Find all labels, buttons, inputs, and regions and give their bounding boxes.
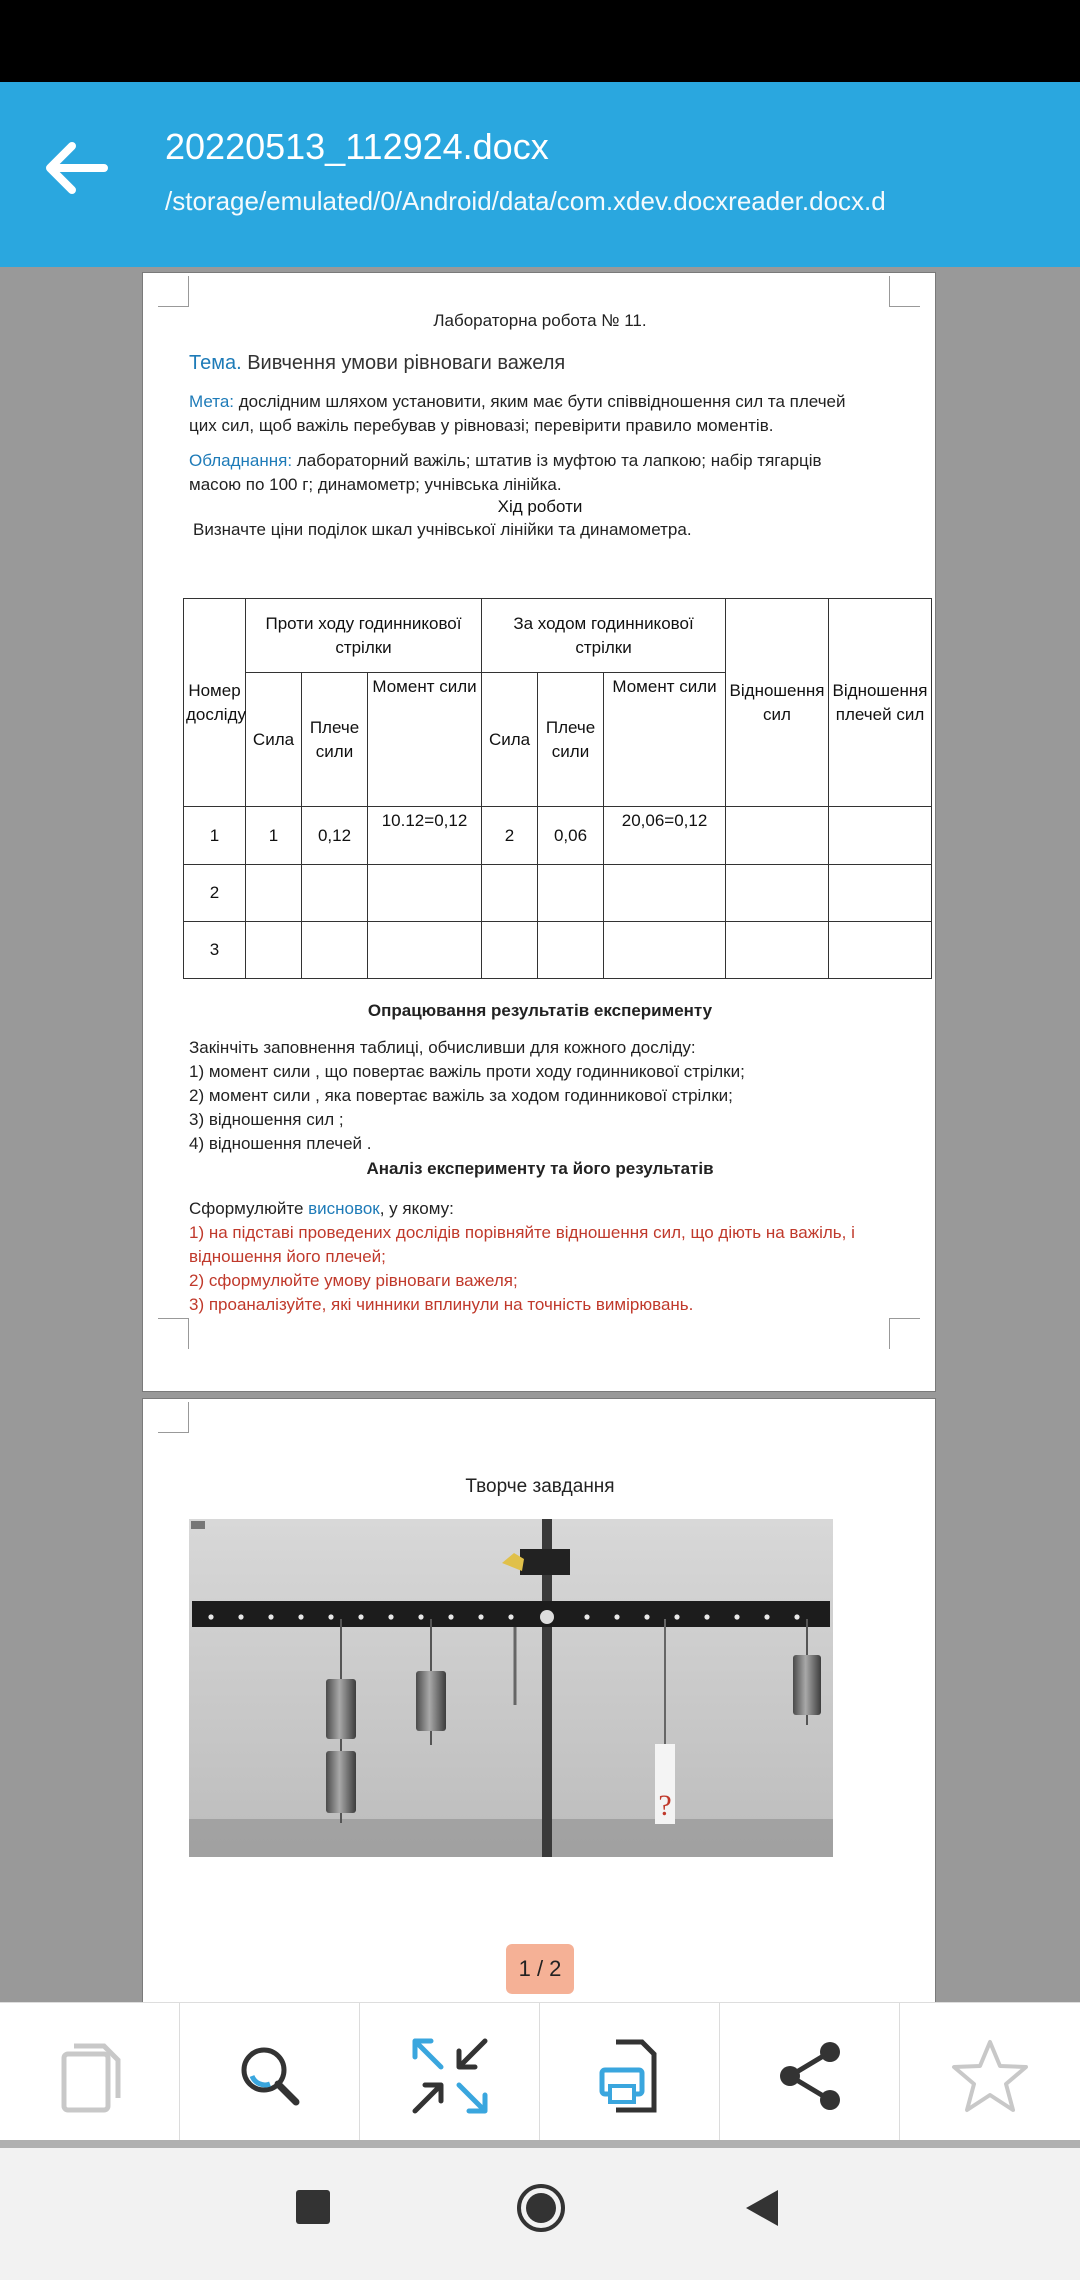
goal-paragraph (189, 390, 919, 438)
table-cell: 1 (184, 807, 246, 865)
table-cell: 1 (246, 807, 302, 865)
home-button[interactable] (515, 2182, 567, 2234)
table-cell (302, 922, 368, 979)
recent-apps-button[interactable] (296, 2190, 332, 2226)
equipment-line-2: масою по 100 г; динамометр; учнівська лінійка. (189, 475, 562, 494)
header-experiment-number: Номер досліду (184, 599, 246, 807)
triangle-back-icon (744, 2188, 780, 2228)
table-cell (538, 865, 604, 922)
goal-line-2: цих сил, щоб важіль перебував у рівновазі; перевірити правило моментів. (189, 416, 774, 435)
equipment-paragraph (189, 449, 919, 497)
equipment-label: Обладнання: (189, 451, 293, 470)
header-clockwise: За ходом годинникової стрілки (482, 599, 726, 673)
home-circle-icon (515, 2182, 567, 2234)
header-counterclockwise: Проти ходу годинникової стрілки (246, 599, 482, 673)
page-corner-mark (158, 1402, 189, 1433)
list-item: відношення його плечей; (189, 1247, 386, 1266)
header-moment: Момент сили (368, 673, 482, 807)
table-cell (604, 865, 726, 922)
back-button[interactable] (42, 138, 112, 198)
table-cell (368, 922, 482, 979)
table-cell (368, 865, 482, 922)
analysis-list (189, 1197, 925, 1317)
share-button[interactable] (720, 2003, 900, 2149)
lever-illustration (189, 1519, 833, 1857)
table-cell (829, 807, 932, 865)
square-icon (296, 2190, 330, 2224)
topic (189, 349, 565, 377)
table-cell (482, 922, 538, 979)
question-mark: ? (658, 1789, 672, 1822)
analysis-intro-text: , у якому: (379, 1199, 454, 1218)
list-item: 3) проаналізуйте, які чинники вплинули на точність вимірювань. (189, 1295, 694, 1314)
header-arm-ratio: Відношення плечей сил (829, 599, 932, 807)
document-viewer[interactable] (0, 267, 1080, 2002)
status-bar (0, 0, 1080, 82)
table-row (184, 807, 932, 865)
goal-line-1: дослідним шляхом установити, яким має бути співвідношення сил та плечей (238, 392, 846, 411)
table-cell: 0,06 (538, 807, 604, 865)
progress-heading: Хід роботи (497, 497, 583, 516)
fit-screen-icon (405, 2031, 495, 2121)
analysis-heading: Аналіз експерименту та його результатів (366, 1159, 714, 1178)
list-item: 1) на підставі проведених дослідів порівняйте відношення сил, що діють на важіль, і (189, 1223, 855, 1242)
topic-text: Вивчення умови рівноваги важеля (247, 352, 566, 374)
table-cell: 20,06=0,12 (604, 807, 726, 865)
header-arm: Плече сили (302, 673, 368, 807)
header-force: Сила (482, 673, 538, 807)
header-moment: Момент сили (604, 673, 726, 807)
table-cell (482, 865, 538, 922)
page-corner-mark (158, 1318, 189, 1349)
goal-label: Мета: (189, 392, 235, 411)
lever-photo (189, 1519, 833, 1857)
print-icon (590, 2036, 670, 2116)
arrow-back-icon (42, 138, 112, 198)
list-item: 2) момент сили , яка повертає важіль за ходом годинникової стрілки; (189, 1086, 733, 1105)
table-row (184, 922, 932, 979)
table-cell (246, 865, 302, 922)
list-item: 4) відношення плечей . (189, 1134, 372, 1153)
table-cell: 2 (184, 865, 246, 922)
table-cell (604, 922, 726, 979)
search-icon (230, 2036, 310, 2116)
table-cell: 2 (482, 807, 538, 865)
table-cell (538, 922, 604, 979)
lab-title: Лабораторна робота № 11. (433, 311, 647, 330)
header-arm: Плече сили (538, 673, 604, 807)
table-cell (246, 922, 302, 979)
topic-label: Тема. (189, 352, 242, 374)
star-icon (950, 2036, 1030, 2116)
header-force-ratio: Відношення сил (726, 599, 829, 807)
table-cell (302, 865, 368, 922)
app-bar (0, 82, 1080, 267)
share-icon (770, 2036, 850, 2116)
file-title: 20220513_112924.docx (165, 126, 549, 167)
table-cell: 3 (184, 922, 246, 979)
analysis-keyword: висновок (308, 1199, 380, 1218)
list-item: 1) момент сили , що повертає важіль проти ходу годинникової стрілки; (189, 1062, 745, 1081)
table-cell: 0,12 (302, 807, 368, 865)
header-force: Сила (246, 673, 302, 807)
table-cell (829, 922, 932, 979)
document-page-2 (142, 1398, 936, 2002)
page-corner-mark (158, 276, 189, 307)
toolbar-divider (0, 2140, 1080, 2148)
list-item: 3) відношення сил ; (189, 1110, 344, 1129)
pages-button[interactable] (0, 2003, 180, 2149)
fit-screen-button[interactable] (360, 2003, 540, 2149)
search-button[interactable] (180, 2003, 360, 2149)
document-page-1 (142, 272, 936, 1392)
processing-heading: Опрацювання результатів експерименту (367, 1001, 713, 1020)
print-button[interactable] (540, 2003, 720, 2149)
table-row (184, 865, 932, 922)
table-cell (726, 807, 829, 865)
back-nav-button[interactable] (744, 2188, 780, 2228)
page-corner-mark (889, 276, 920, 307)
pages-icon (50, 2036, 130, 2116)
bottom-toolbar (0, 2002, 1080, 2149)
table-cell (829, 865, 932, 922)
creative-heading: Творче завдання (465, 1476, 615, 1497)
processing-intro: Закінчіть заповнення таблиці, обчисливши для кожного досліду: (189, 1038, 696, 1057)
list-item: 2) сформулюйте умову рівноваги важеля; (189, 1271, 518, 1290)
instruction: Визначте ціни поділок шкал учнівської лінійки та динамометра. (193, 520, 692, 539)
page-corner-mark (889, 1318, 920, 1349)
system-nav-bar (0, 2148, 1080, 2280)
analysis-intro-text: Сформулюйте (189, 1199, 309, 1218)
equipment-line-1: лабораторний важіль; штатив із муфтою та лапкою; набір тягарців (296, 451, 822, 470)
table-cell (726, 922, 829, 979)
analysis-intro (189, 1197, 925, 1221)
page-indicator: 1 / 2 (506, 1944, 574, 1994)
processing-list (189, 1036, 919, 1156)
table-cell: 10.12=0,12 (368, 807, 482, 865)
file-path: /storage/emulated/0/Android/data/com.xdev.docxreader.docx.d (165, 186, 886, 216)
results-table (183, 598, 932, 979)
favorite-button[interactable] (900, 2003, 1080, 2149)
table-cell (726, 865, 829, 922)
